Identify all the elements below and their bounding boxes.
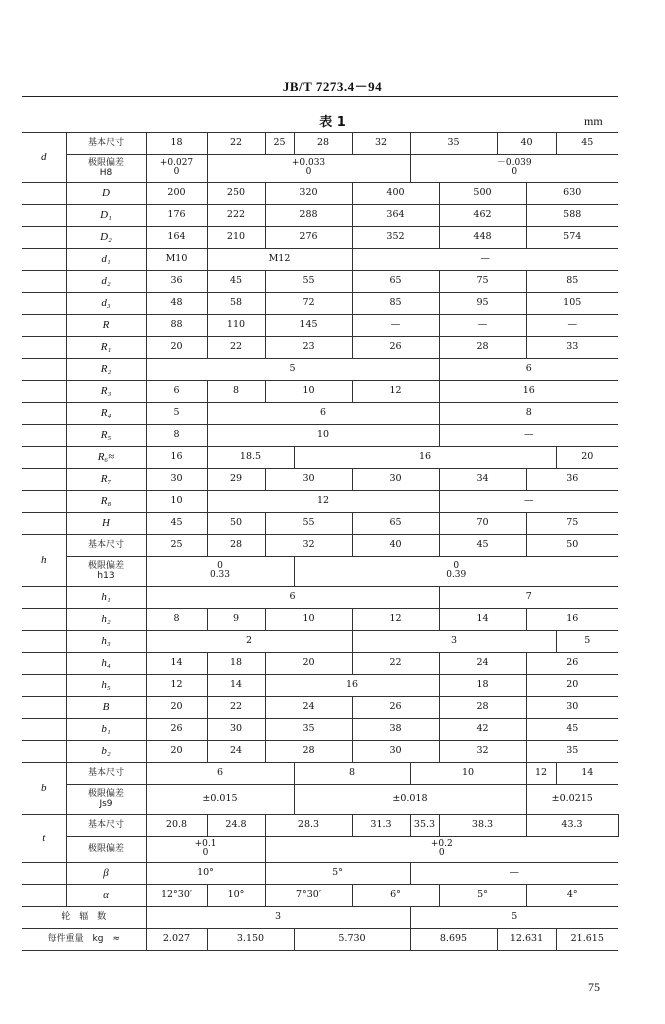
table-row [22,535,618,557]
cell-H: 70 [439,513,526,535]
cell-R5: — [439,425,618,447]
cell-R6: 16 [294,447,556,469]
cell-h-nominal: 25 [146,535,207,557]
cell-h2: 10 [265,609,352,631]
table-row [22,293,618,315]
row-label-beta: β [66,863,146,885]
cell-D: 400 [352,183,439,205]
cell-t-nominal: 38.3 [439,815,526,837]
row-label-h: h [22,535,66,587]
cell-R5: 10 [207,425,439,447]
cell-h5: 14 [207,675,265,697]
row-label-h4: h₄ [66,653,146,675]
cell-h-tolerance: 0 0.33 [146,557,294,587]
cell-d-nominal: 40 [497,133,556,155]
table-row [22,425,618,447]
table-row [22,815,618,837]
header-rule [22,96,618,97]
cell-beta: 10° [146,863,265,885]
cell-d-nominal: 22 [207,133,265,155]
row-label-b1: b₁ [66,719,146,741]
cell-b2: 20 [146,741,207,763]
cell-D1: 176 [146,205,207,227]
cell-h5: 20 [526,675,618,697]
cell-B: 22 [207,697,265,719]
table-row [22,609,618,631]
cell-D1: 588 [526,205,618,227]
row-label-R6: R₆≈ [66,447,146,469]
cell-b-nominal: 10 [410,763,526,785]
cell-R: 110 [207,315,265,337]
row-label-weight: 每件重量 kg ≈ [22,929,146,951]
row-label-R3: R₃ [66,381,146,403]
row-label-spokes: 轮 辐 数 [22,907,146,929]
cell-b1: 30 [207,719,265,741]
cell-B: 30 [526,697,618,719]
cell-D2: 164 [146,227,207,249]
cell-R3: 16 [439,381,618,403]
row-label-h5: h₅ [66,675,146,697]
row-label-R7: R₇ [66,469,146,491]
cell-R1: 28 [439,337,526,359]
table-row [22,763,618,785]
table-row [22,183,618,205]
cell-h5: 12 [146,675,207,697]
table-row [22,587,618,609]
table-caption: 表 1 [319,115,346,130]
cell-D: 200 [146,183,207,205]
table-row [22,907,618,929]
cell-h4: 18 [207,653,265,675]
row-label-h-nominal: 基本尺寸 [66,535,146,557]
row-label-d-nominal: 基本尺寸 [66,133,146,155]
cell-D: 320 [265,183,352,205]
table-row [22,271,618,293]
cell-h-nominal: 45 [439,535,526,557]
cell-b-tolerance: ±0.015 [146,785,294,815]
cell-d-nominal: 45 [556,133,618,155]
cell-b2: 28 [265,741,352,763]
cell-h4: 20 [265,653,352,675]
row-label-t-nominal: 基本尺寸 [66,815,146,837]
table-row [22,863,618,885]
row-label-H: H [66,513,146,535]
cell-R3: 10 [265,381,352,403]
table-row [22,133,618,155]
cell-b1: 26 [146,719,207,741]
cell-b1: 35 [265,719,352,741]
cell-d-nominal: 25 [265,133,294,155]
cell-d-tolerance: +0.033 0 [207,155,410,183]
row-label-alpha: α [66,885,146,907]
table-row [22,491,618,513]
cell-d3: 48 [146,293,207,315]
cell-h-tolerance: 0 0.39 [294,557,618,587]
cell-H: 45 [146,513,207,535]
cell-alpha: 12°30′ [146,885,207,907]
cell-D1: 364 [352,205,439,227]
cell-R7: 30 [352,469,439,491]
table-row [22,513,618,535]
row-label-D1: D₁ [66,205,146,227]
cell-D2: 574 [526,227,618,249]
cell-alpha: 4° [526,885,618,907]
row-label-d: d [22,133,66,183]
cell-R3: 8 [207,381,265,403]
cell-h4: 24 [439,653,526,675]
cell-b2: 24 [207,741,265,763]
cell-weight: 5.730 [294,929,410,951]
row-label-t: t [22,815,66,863]
cell-b2: 35 [526,741,618,763]
cell-R8: — [439,491,618,513]
cell-R7: 34 [439,469,526,491]
cell-h3: 3 [352,631,556,653]
row-label-d3: d₃ [66,293,146,315]
table-row [22,719,618,741]
cell-B: 24 [265,697,352,719]
cell-h4: 26 [526,653,618,675]
row-label-t-tolerance: 极限偏差 [66,837,146,863]
cell-D1: 288 [265,205,352,227]
table-row [22,631,618,653]
row-label-b2: b₂ [66,741,146,763]
table-row [22,469,618,491]
cell-R: 88 [146,315,207,337]
cell-spokes: 5 [410,907,618,929]
cell-H: 50 [207,513,265,535]
cell-R3: 12 [352,381,439,403]
cell-d1: M12 [207,249,352,271]
cell-d-tolerance: +0.027 0 [146,155,207,183]
row-label-d-tolerance: 极限偏差 H8 [66,155,146,183]
cell-d3: 105 [526,293,618,315]
cell-alpha: 6° [352,885,439,907]
row-label-h1: h₁ [66,587,146,609]
cell-h5: 16 [265,675,439,697]
cell-spokes: 3 [146,907,410,929]
cell-h-nominal: 28 [207,535,265,557]
cell-t-nominal: 28.3 [265,815,352,837]
cell-d3: 58 [207,293,265,315]
cell-h-nominal: 50 [526,535,618,557]
spec-table [22,132,618,951]
cell-d2: 55 [265,271,352,293]
cell-R: 145 [265,315,352,337]
cell-d3: 72 [265,293,352,315]
cell-alpha: 5° [439,885,526,907]
cell-weight: 8.695 [410,929,497,951]
cell-b-nominal: 6 [146,763,294,785]
cell-R7: 30 [146,469,207,491]
cell-weight: 12.631 [497,929,556,951]
row-label-b: b [22,763,66,815]
cell-h-nominal: 40 [352,535,439,557]
table-row [22,381,618,403]
cell-b2: 32 [439,741,526,763]
table-row [22,675,618,697]
cell-t-nominal: 43.3 [526,815,618,837]
cell-R6: 18.5 [207,447,294,469]
table-row [22,155,618,183]
cell-b-nominal: 14 [556,763,618,785]
cell-b2: 30 [352,741,439,763]
cell-d2: 75 [439,271,526,293]
cell-D2: 448 [439,227,526,249]
cell-D2: 210 [207,227,265,249]
cell-b-nominal: 12 [526,763,556,785]
cell-alpha: 10° [207,885,265,907]
cell-h2: 16 [526,609,618,631]
cell-h2: 12 [352,609,439,631]
cell-H: 75 [526,513,618,535]
cell-R8: 10 [146,491,207,513]
cell-h4: 22 [352,653,439,675]
cell-D2: 352 [352,227,439,249]
cell-B: 20 [146,697,207,719]
table-row [22,337,618,359]
cell-D: 250 [207,183,265,205]
cell-d-nominal: 32 [352,133,410,155]
cell-R7: 36 [526,469,618,491]
cell-H: 55 [265,513,352,535]
cell-R4: 6 [207,403,439,425]
row-label-d1: d₁ [66,249,146,271]
cell-d1: — [352,249,618,271]
cell-R4: 5 [146,403,207,425]
cell-R5: 8 [146,425,207,447]
table-row [22,315,618,337]
table-row [22,929,618,951]
cell-d2: 65 [352,271,439,293]
table-row [22,249,618,271]
cell-h3: 2 [146,631,352,653]
cell-H: 65 [352,513,439,535]
cell-t-tolerance: +0.1 0 [146,837,265,863]
cell-d3: 95 [439,293,526,315]
cell-alpha: 7°30′ [265,885,352,907]
cell-R7: 30 [265,469,352,491]
cell-beta: 5° [265,863,410,885]
cell-R: — [352,315,439,337]
table-row [22,837,618,863]
table-row [22,885,618,907]
cell-D: 630 [526,183,618,205]
cell-b1: 42 [439,719,526,741]
row-label-d2: d₂ [66,271,146,293]
cell-d-nominal: 18 [146,133,207,155]
cell-h2: 9 [207,609,265,631]
cell-t-nominal: 24.8 [207,815,265,837]
unit-label: mm [584,114,603,128]
cell-d-nominal: 35 [410,133,497,155]
cell-d2: 85 [526,271,618,293]
cell-weight: 21.615 [556,929,618,951]
table-row [22,557,618,587]
cell-t-tolerance: +0.2 0 [265,837,618,863]
cell-B: 28 [439,697,526,719]
cell-d-tolerance: －0.039 0 [410,155,618,183]
cell-R6: 16 [146,447,207,469]
row-label-R4: R₄ [66,403,146,425]
row-label-b-tolerance: 极限偏差 Js9 [66,785,146,815]
cell-d2: 36 [146,271,207,293]
table-row [22,227,618,249]
cell-t-nominal: 20.8 [146,815,207,837]
cell-R1: 26 [352,337,439,359]
row-label-B: B [66,697,146,719]
row-label-h3: h₃ [66,631,146,653]
cell-R1: 33 [526,337,618,359]
cell-b-nominal: 8 [294,763,410,785]
cell-D2: 276 [265,227,352,249]
cell-R: — [526,315,618,337]
row-label-R2: R₂ [66,359,146,381]
cell-b-tolerance: ±0.0215 [526,785,618,815]
cell-h5: 18 [439,675,526,697]
cell-d2: 45 [207,271,265,293]
cell-b1: 38 [352,719,439,741]
cell-h2: 8 [146,609,207,631]
row-label-R5: R₅ [66,425,146,447]
cell-R4: 8 [439,403,618,425]
row-label-h-tolerance: 极限偏差 h13 [66,557,146,587]
cell-weight: 2.027 [146,929,207,951]
cell-D: 500 [439,183,526,205]
table-row [22,205,618,227]
cell-B: 26 [352,697,439,719]
table-row [22,359,618,381]
cell-h1: 7 [439,587,618,609]
document-header: JB/T 7273.4－94 [282,79,383,94]
table-row [22,785,618,815]
cell-R8: 12 [207,491,439,513]
table-row [22,403,618,425]
cell-t-nominal: 31.3 [352,815,410,837]
cell-d3: 85 [352,293,439,315]
table-row [22,447,618,469]
cell-beta: — [410,863,618,885]
cell-t-nominal: 35.3 [410,815,439,837]
cell-b1: 45 [526,719,618,741]
table-row [22,653,618,675]
row-label-R8: R₈ [66,491,146,513]
cell-h3: 5 [556,631,618,653]
cell-D1: 462 [439,205,526,227]
cell-R2: 6 [439,359,618,381]
table-row [22,697,618,719]
row-label-D2: D₂ [66,227,146,249]
row-label-h2: h₂ [66,609,146,631]
row-label-R1: R₁ [66,337,146,359]
cell-d-nominal: 28 [294,133,352,155]
cell-R1: 23 [265,337,352,359]
cell-R6: 20 [556,447,618,469]
cell-weight: 3.150 [207,929,294,951]
cell-d1: M10 [146,249,207,271]
cell-h-nominal: 32 [265,535,352,557]
cell-b-tolerance: ±0.018 [294,785,526,815]
cell-h4: 14 [146,653,207,675]
cell-h1: 6 [146,587,439,609]
row-label-b-nominal: 基本尺寸 [66,763,146,785]
cell-h2: 14 [439,609,526,631]
cell-R1: 20 [146,337,207,359]
page-number: 75 [588,980,600,994]
row-label-D: D [66,183,146,205]
row-label-R: R [66,315,146,337]
cell-R7: 29 [207,469,265,491]
cell-R: — [439,315,526,337]
table-row [22,741,618,763]
cell-R2: 5 [146,359,439,381]
cell-R1: 22 [207,337,265,359]
cell-R3: 6 [146,381,207,403]
cell-D1: 222 [207,205,265,227]
